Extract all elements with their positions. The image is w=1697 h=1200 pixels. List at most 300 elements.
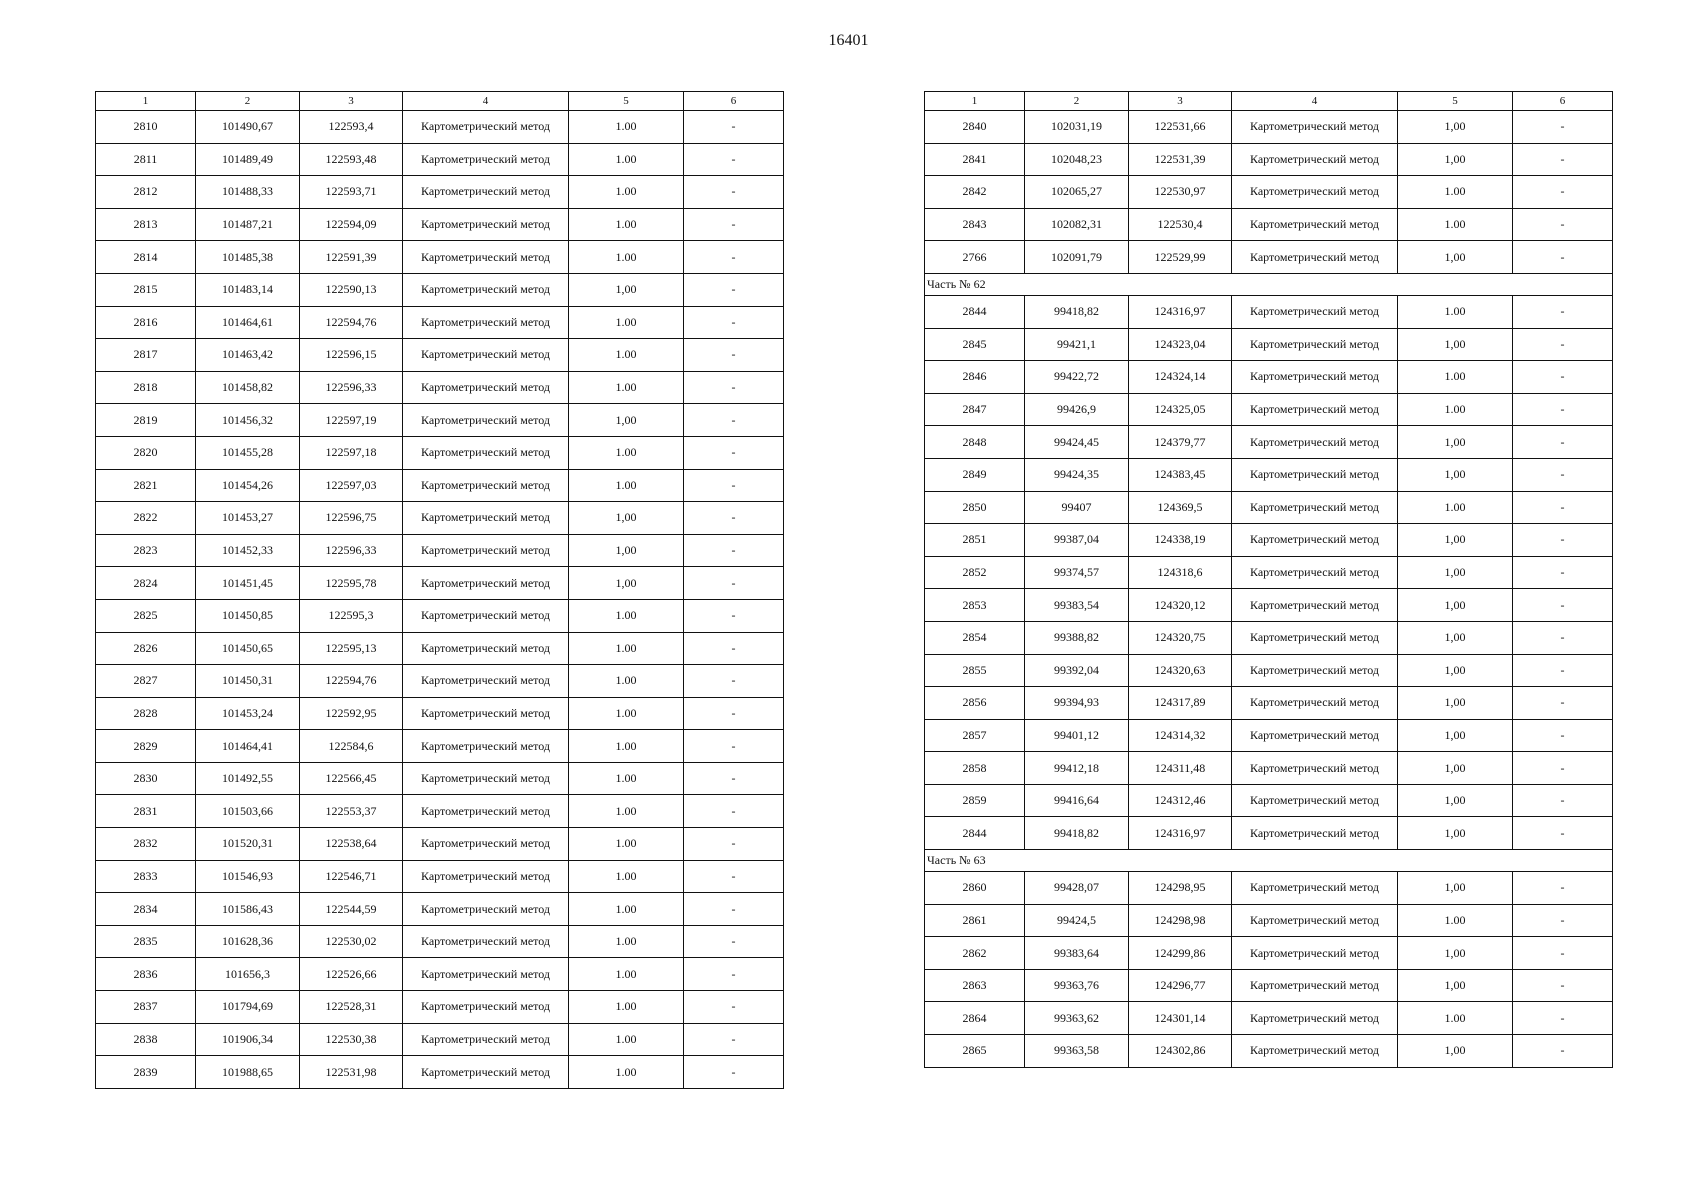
table-row: [925, 111, 1613, 144]
accuracy-cell: 1.00: [569, 958, 684, 991]
point-number-cell: 2839: [96, 1056, 196, 1089]
note-cell: -: [1513, 524, 1613, 557]
method-cell: Картометрический метод: [403, 143, 569, 176]
method-cell: Картометрический метод: [1232, 491, 1398, 524]
point-number-cell: 2815: [96, 273, 196, 306]
accuracy-cell: 1,00: [569, 534, 684, 567]
x-coordinate-cell: 99428,07: [1025, 872, 1129, 905]
y-coordinate-cell: 122597,03: [300, 469, 403, 502]
method-cell: Картометрический метод: [1232, 872, 1398, 905]
y-coordinate-cell: 122528,31: [300, 991, 403, 1024]
y-coordinate-cell: 124298,95: [1129, 872, 1232, 905]
table-row: [96, 436, 784, 469]
method-cell: Картометрический метод: [1232, 752, 1398, 785]
accuracy-cell: 1.00: [569, 176, 684, 209]
y-coordinate-cell: 124320,75: [1129, 621, 1232, 654]
y-coordinate-cell: 124320,63: [1129, 654, 1232, 687]
column-header: 3: [300, 92, 403, 111]
accuracy-cell: 1.00: [569, 111, 684, 144]
point-number-cell: 2837: [96, 991, 196, 1024]
method-cell: Картометрический метод: [1232, 241, 1398, 274]
x-coordinate-cell: 101453,27: [196, 502, 300, 535]
x-coordinate-cell: 99383,64: [1025, 937, 1129, 970]
note-cell: -: [684, 925, 784, 958]
accuracy-cell: 1.00: [569, 795, 684, 828]
x-coordinate-cell: 102082,31: [1025, 208, 1129, 241]
section-row: [925, 850, 1613, 872]
point-number-cell: 2862: [925, 937, 1025, 970]
accuracy-cell: 1.00: [569, 828, 684, 861]
accuracy-cell: 1,00: [1398, 458, 1513, 491]
table-row: [96, 534, 784, 567]
method-cell: Картометрический метод: [403, 1023, 569, 1056]
y-coordinate-cell: 122594,76: [300, 665, 403, 698]
x-coordinate-cell: 99424,5: [1025, 904, 1129, 937]
table-row: [925, 208, 1613, 241]
accuracy-cell: 1.00: [569, 469, 684, 502]
point-number-cell: 2810: [96, 111, 196, 144]
x-coordinate-cell: 101656,3: [196, 958, 300, 991]
x-coordinate-cell: 101520,31: [196, 828, 300, 861]
y-coordinate-cell: 122592,95: [300, 697, 403, 730]
table-row: [925, 621, 1613, 654]
y-coordinate-cell: 122595,3: [300, 599, 403, 632]
point-number-cell: 2838: [96, 1023, 196, 1056]
point-number-cell: 2865: [925, 1035, 1025, 1068]
table-row: [96, 502, 784, 535]
method-cell: Картометрический метод: [1232, 111, 1398, 144]
accuracy-cell: 1.00: [1398, 208, 1513, 241]
accuracy-cell: 1,00: [1398, 937, 1513, 970]
method-cell: Картометрический метод: [403, 208, 569, 241]
x-coordinate-cell: 102065,27: [1025, 176, 1129, 209]
y-coordinate-cell: 122531,66: [1129, 111, 1232, 144]
x-coordinate-cell: 99422,72: [1025, 361, 1129, 394]
x-coordinate-cell: 99374,57: [1025, 556, 1129, 589]
accuracy-cell: 1.00: [569, 860, 684, 893]
accuracy-cell: 1,00: [1398, 589, 1513, 622]
table-row: [96, 143, 784, 176]
method-cell: Картометрический метод: [1232, 524, 1398, 557]
method-cell: Картометрический метод: [1232, 969, 1398, 1002]
column-header: 2: [1025, 92, 1129, 111]
table-row: [96, 893, 784, 926]
table-row: [96, 371, 784, 404]
column-header: 1: [96, 92, 196, 111]
note-cell: -: [1513, 556, 1613, 589]
note-cell: -: [684, 1056, 784, 1089]
point-number-cell: 2860: [925, 872, 1025, 905]
point-number-cell: 2812: [96, 176, 196, 209]
point-number-cell: 2823: [96, 534, 196, 567]
note-cell: -: [1513, 784, 1613, 817]
column-header: 3: [1129, 92, 1232, 111]
method-cell: Картометрический метод: [1232, 328, 1398, 361]
note-cell: -: [1513, 143, 1613, 176]
y-coordinate-cell: 122591,39: [300, 241, 403, 274]
method-cell: Картометрический метод: [403, 925, 569, 958]
point-number-cell: 2821: [96, 469, 196, 502]
point-number-cell: 2836: [96, 958, 196, 991]
note-cell: -: [1513, 719, 1613, 752]
y-coordinate-cell: 124312,46: [1129, 784, 1232, 817]
y-coordinate-cell: 122529,99: [1129, 241, 1232, 274]
x-coordinate-cell: 101464,61: [196, 306, 300, 339]
accuracy-cell: 1.00: [569, 143, 684, 176]
point-number-cell: 2858: [925, 752, 1025, 785]
section-row: [925, 273, 1613, 295]
column-header: 2: [196, 92, 300, 111]
x-coordinate-cell: 99426,9: [1025, 393, 1129, 426]
y-coordinate-cell: 124301,14: [1129, 1002, 1232, 1035]
method-cell: Картометрический метод: [1232, 458, 1398, 491]
note-cell: -: [684, 502, 784, 535]
method-cell: Картометрический метод: [1232, 687, 1398, 720]
accuracy-cell: 1.00: [569, 893, 684, 926]
point-number-cell: 2825: [96, 599, 196, 632]
point-number-cell: 2829: [96, 730, 196, 763]
y-coordinate-cell: 122566,45: [300, 762, 403, 795]
method-cell: Картометрический метод: [1232, 208, 1398, 241]
accuracy-cell: 1,00: [1398, 784, 1513, 817]
note-cell: -: [684, 469, 784, 502]
x-coordinate-cell: 99412,18: [1025, 752, 1129, 785]
table-row: [925, 904, 1613, 937]
accuracy-cell: 1,00: [1398, 621, 1513, 654]
x-coordinate-cell: 101546,93: [196, 860, 300, 893]
y-coordinate-cell: 122584,6: [300, 730, 403, 763]
point-number-cell: 2827: [96, 665, 196, 698]
method-cell: Картометрический метод: [403, 502, 569, 535]
x-coordinate-cell: 101906,34: [196, 1023, 300, 1056]
point-number-cell: 2832: [96, 828, 196, 861]
method-cell: Картометрический метод: [403, 371, 569, 404]
table-row: [96, 111, 784, 144]
y-coordinate-cell: 124325,05: [1129, 393, 1232, 426]
x-coordinate-cell: 99424,45: [1025, 426, 1129, 459]
table-header-row: [96, 92, 784, 111]
page-number: 16401: [828, 32, 869, 49]
y-coordinate-cell: 124383,45: [1129, 458, 1232, 491]
method-cell: Картометрический метод: [403, 534, 569, 567]
table-row: [925, 654, 1613, 687]
point-number-cell: 2844: [925, 817, 1025, 850]
table-row: [96, 339, 784, 372]
y-coordinate-cell: 124324,14: [1129, 361, 1232, 394]
table-row: [925, 393, 1613, 426]
y-coordinate-cell: 122596,15: [300, 339, 403, 372]
method-cell: Картометрический метод: [1232, 904, 1398, 937]
point-number-cell: 2822: [96, 502, 196, 535]
y-coordinate-cell: 124314,32: [1129, 719, 1232, 752]
y-coordinate-cell: 122594,76: [300, 306, 403, 339]
note-cell: -: [684, 534, 784, 567]
y-coordinate-cell: 122546,71: [300, 860, 403, 893]
accuracy-cell: 1,00: [1398, 817, 1513, 850]
accuracy-cell: 1,00: [1398, 556, 1513, 589]
y-coordinate-cell: 124318,6: [1129, 556, 1232, 589]
point-number-cell: 2848: [925, 426, 1025, 459]
table-row: [96, 273, 784, 306]
x-coordinate-cell: 101490,67: [196, 111, 300, 144]
accuracy-cell: 1.00: [1398, 361, 1513, 394]
point-number-cell: 2824: [96, 567, 196, 600]
table-row: [925, 458, 1613, 491]
note-cell: -: [684, 241, 784, 274]
x-coordinate-cell: 99418,82: [1025, 817, 1129, 850]
accuracy-cell: 1.00: [1398, 491, 1513, 524]
y-coordinate-cell: 124323,04: [1129, 328, 1232, 361]
point-number-cell: 2826: [96, 632, 196, 665]
point-number-cell: 2856: [925, 687, 1025, 720]
accuracy-cell: 1,00: [1398, 654, 1513, 687]
y-coordinate-cell: 122593,71: [300, 176, 403, 209]
point-number-cell: 2853: [925, 589, 1025, 622]
table-row: [96, 828, 784, 861]
point-number-cell: 2833: [96, 860, 196, 893]
method-cell: Картометрический метод: [403, 176, 569, 209]
x-coordinate-cell: 101485,38: [196, 241, 300, 274]
method-cell: Картометрический метод: [1232, 176, 1398, 209]
point-number-cell: 2855: [925, 654, 1025, 687]
point-number-cell: 2842: [925, 176, 1025, 209]
column-header: 6: [684, 92, 784, 111]
point-number-cell: 2834: [96, 893, 196, 926]
point-number-cell: 2841: [925, 143, 1025, 176]
x-coordinate-cell: 101492,55: [196, 762, 300, 795]
table-row: [96, 1056, 784, 1089]
method-cell: Картометрический метод: [403, 730, 569, 763]
method-cell: Картометрический метод: [403, 436, 569, 469]
x-coordinate-cell: 99416,64: [1025, 784, 1129, 817]
accuracy-cell: 1.00: [569, 306, 684, 339]
note-cell: -: [1513, 872, 1613, 905]
table-row: [96, 632, 784, 665]
note-cell: -: [684, 436, 784, 469]
table-row: [925, 752, 1613, 785]
note-cell: -: [684, 339, 784, 372]
note-cell: -: [684, 795, 784, 828]
x-coordinate-cell: 101450,65: [196, 632, 300, 665]
point-number-cell: 2847: [925, 393, 1025, 426]
x-coordinate-cell: 101628,36: [196, 925, 300, 958]
y-coordinate-cell: 124338,19: [1129, 524, 1232, 557]
point-number-cell: 2843: [925, 208, 1025, 241]
method-cell: Картометрический метод: [1232, 817, 1398, 850]
table-row: [925, 937, 1613, 970]
note-cell: -: [1513, 589, 1613, 622]
method-cell: Картометрический метод: [403, 828, 569, 861]
table-row: [925, 556, 1613, 589]
x-coordinate-cell: 99363,76: [1025, 969, 1129, 1002]
note-cell: -: [1513, 621, 1613, 654]
accuracy-cell: 1,00: [569, 567, 684, 600]
accuracy-cell: 1.00: [569, 371, 684, 404]
method-cell: Картометрический метод: [403, 306, 569, 339]
method-cell: Картометрический метод: [403, 795, 569, 828]
method-cell: Картометрический метод: [403, 1056, 569, 1089]
x-coordinate-cell: 99392,04: [1025, 654, 1129, 687]
point-number-cell: 2857: [925, 719, 1025, 752]
point-number-cell: 2846: [925, 361, 1025, 394]
y-coordinate-cell: 122553,37: [300, 795, 403, 828]
accuracy-cell: 1,00: [569, 404, 684, 437]
note-cell: -: [684, 632, 784, 665]
note-cell: -: [1513, 752, 1613, 785]
method-cell: Картометрический метод: [403, 469, 569, 502]
method-cell: Картометрический метод: [1232, 556, 1398, 589]
x-coordinate-cell: 99383,54: [1025, 589, 1129, 622]
x-coordinate-cell: 101450,85: [196, 599, 300, 632]
table-row: [925, 328, 1613, 361]
note-cell: -: [684, 665, 784, 698]
point-number-cell: 2817: [96, 339, 196, 372]
x-coordinate-cell: 99421,1: [1025, 328, 1129, 361]
point-number-cell: 2831: [96, 795, 196, 828]
accuracy-cell: 1,00: [569, 273, 684, 306]
table-row: [925, 969, 1613, 1002]
method-cell: Картометрический метод: [1232, 937, 1398, 970]
y-coordinate-cell: 124316,97: [1129, 817, 1232, 850]
method-cell: Картометрический метод: [1232, 654, 1398, 687]
accuracy-cell: 1,00: [1398, 426, 1513, 459]
point-number-cell: 2850: [925, 491, 1025, 524]
y-coordinate-cell: 122596,33: [300, 371, 403, 404]
note-cell: -: [684, 143, 784, 176]
method-cell: Картометрический метод: [1232, 295, 1398, 328]
point-number-cell: 2852: [925, 556, 1025, 589]
accuracy-cell: 1.00: [569, 665, 684, 698]
point-number-cell: 2854: [925, 621, 1025, 654]
note-cell: -: [684, 599, 784, 632]
note-cell: -: [1513, 295, 1613, 328]
accuracy-cell: 1.00: [569, 730, 684, 763]
x-coordinate-cell: 101487,21: [196, 208, 300, 241]
note-cell: -: [1513, 687, 1613, 720]
note-cell: -: [684, 404, 784, 437]
coordinates-table-left: [95, 91, 784, 1089]
point-number-cell: 2811: [96, 143, 196, 176]
note-cell: -: [1513, 393, 1613, 426]
note-cell: -: [684, 273, 784, 306]
accuracy-cell: 1.00: [569, 599, 684, 632]
y-coordinate-cell: 122593,4: [300, 111, 403, 144]
method-cell: Картометрический метод: [1232, 784, 1398, 817]
x-coordinate-cell: 99407: [1025, 491, 1129, 524]
note-cell: -: [684, 1023, 784, 1056]
x-coordinate-cell: 99401,12: [1025, 719, 1129, 752]
x-coordinate-cell: 101456,32: [196, 404, 300, 437]
table-row: [925, 784, 1613, 817]
table-row: [96, 762, 784, 795]
accuracy-cell: 1.00: [569, 241, 684, 274]
point-number-cell: 2845: [925, 328, 1025, 361]
accuracy-cell: 1.00: [569, 339, 684, 372]
point-number-cell: 2851: [925, 524, 1025, 557]
y-coordinate-cell: 124298,98: [1129, 904, 1232, 937]
x-coordinate-cell: 101503,66: [196, 795, 300, 828]
table-row: [96, 469, 784, 502]
note-cell: -: [1513, 208, 1613, 241]
x-coordinate-cell: 101454,26: [196, 469, 300, 502]
note-cell: -: [684, 371, 784, 404]
y-coordinate-cell: 122594,09: [300, 208, 403, 241]
y-coordinate-cell: 122530,38: [300, 1023, 403, 1056]
accuracy-cell: 1.00: [569, 208, 684, 241]
y-coordinate-cell: 124311,48: [1129, 752, 1232, 785]
note-cell: -: [684, 176, 784, 209]
table-row: [925, 1002, 1613, 1035]
point-number-cell: 2864: [925, 1002, 1025, 1035]
accuracy-cell: 1.00: [569, 925, 684, 958]
method-cell: Картометрический метод: [403, 991, 569, 1024]
column-header: 4: [403, 92, 569, 111]
y-coordinate-cell: 124369,5: [1129, 491, 1232, 524]
y-coordinate-cell: 122544,59: [300, 893, 403, 926]
method-cell: Картометрический метод: [1232, 1035, 1398, 1068]
x-coordinate-cell: 99418,82: [1025, 295, 1129, 328]
accuracy-cell: 1.00: [569, 632, 684, 665]
table-row: [96, 208, 784, 241]
x-coordinate-cell: 99394,93: [1025, 687, 1129, 720]
table-row: [925, 426, 1613, 459]
y-coordinate-cell: 122531,98: [300, 1056, 403, 1089]
method-cell: Картометрический метод: [403, 599, 569, 632]
x-coordinate-cell: 101488,33: [196, 176, 300, 209]
point-number-cell: 2818: [96, 371, 196, 404]
x-coordinate-cell: 101463,42: [196, 339, 300, 372]
accuracy-cell: 1.00: [1398, 295, 1513, 328]
note-cell: -: [1513, 654, 1613, 687]
y-coordinate-cell: 122530,97: [1129, 176, 1232, 209]
accuracy-cell: 1,00: [1398, 524, 1513, 557]
x-coordinate-cell: 101464,41: [196, 730, 300, 763]
y-coordinate-cell: 122530,02: [300, 925, 403, 958]
x-coordinate-cell: 99363,58: [1025, 1035, 1129, 1068]
x-coordinate-cell: 101455,28: [196, 436, 300, 469]
method-cell: Картометрический метод: [403, 404, 569, 437]
table-row: [925, 295, 1613, 328]
table-header-row: [925, 92, 1613, 111]
note-cell: -: [684, 762, 784, 795]
table-row: [925, 872, 1613, 905]
note-cell: -: [1513, 1002, 1613, 1035]
table-row: [925, 1035, 1613, 1068]
y-coordinate-cell: 124299,86: [1129, 937, 1232, 970]
accuracy-cell: 1.00: [569, 991, 684, 1024]
table-row: [925, 817, 1613, 850]
table-row: [925, 241, 1613, 274]
x-coordinate-cell: 102031,19: [1025, 111, 1129, 144]
section-title: Часть № 62: [925, 273, 1613, 295]
accuracy-cell: 1,00: [1398, 752, 1513, 785]
method-cell: Картометрический метод: [1232, 1002, 1398, 1035]
table-row: [925, 176, 1613, 209]
x-coordinate-cell: 102048,23: [1025, 143, 1129, 176]
note-cell: -: [1513, 361, 1613, 394]
x-coordinate-cell: 101453,24: [196, 697, 300, 730]
note-cell: -: [684, 991, 784, 1024]
x-coordinate-cell: 101483,14: [196, 273, 300, 306]
point-number-cell: 2819: [96, 404, 196, 437]
x-coordinate-cell: 101586,43: [196, 893, 300, 926]
y-coordinate-cell: 124320,12: [1129, 589, 1232, 622]
table-row: [96, 599, 784, 632]
table-row: [96, 991, 784, 1024]
table-row: [925, 143, 1613, 176]
accuracy-cell: 1,00: [1398, 687, 1513, 720]
point-number-cell: 2814: [96, 241, 196, 274]
